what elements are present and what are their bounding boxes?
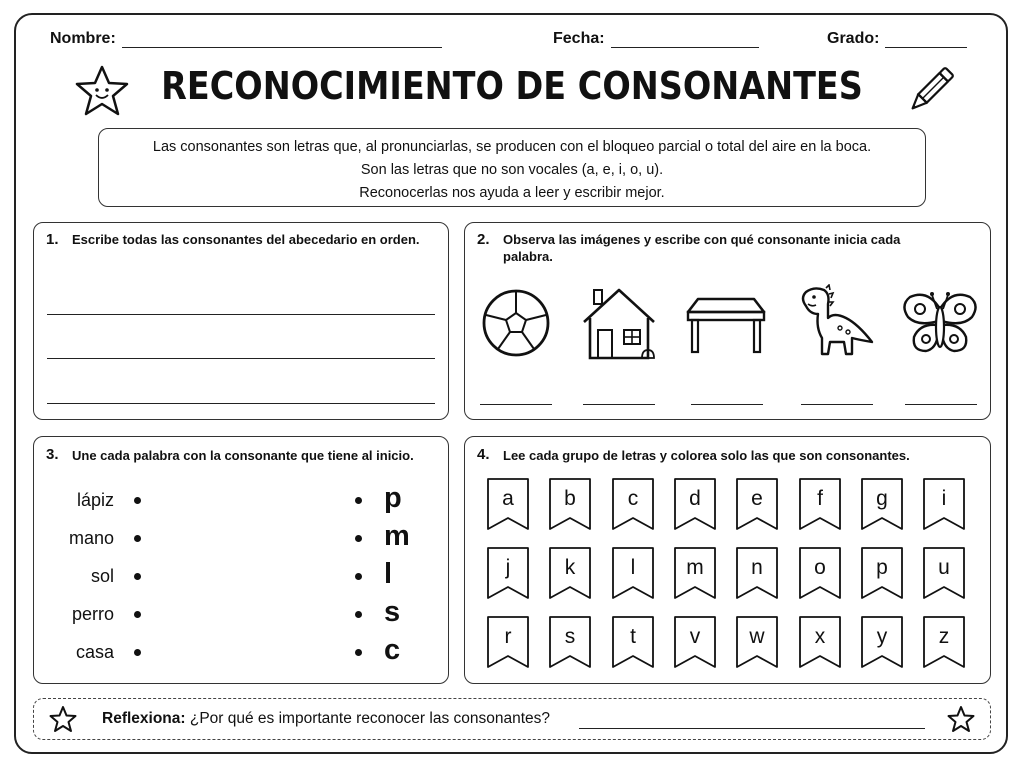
letter-flag[interactable] bbox=[674, 616, 716, 668]
letter-flag[interactable] bbox=[674, 478, 716, 530]
letter-flag[interactable] bbox=[923, 478, 965, 530]
exercise-1-box bbox=[33, 222, 449, 420]
exercise-3-instruction: Une cada palabra con la consonante que tiene al inicio. bbox=[72, 448, 414, 463]
match-word: lápiz bbox=[76, 490, 114, 510]
letter-flag[interactable] bbox=[861, 478, 903, 530]
flag-letter: u bbox=[938, 556, 950, 579]
flag-letter: v bbox=[689, 625, 701, 648]
exercise-4-number: 4. bbox=[477, 446, 490, 463]
flag-letter: t bbox=[630, 625, 636, 648]
flag-letter: r bbox=[504, 625, 512, 648]
house-icon bbox=[580, 284, 658, 360]
letter-flag[interactable] bbox=[736, 616, 778, 668]
match-word: sol bbox=[90, 566, 114, 586]
exercise-2-instruction: Observa las imágenes y escribe con qué consonante inicia cada palabra. bbox=[503, 232, 901, 264]
answer-line[interactable] bbox=[801, 404, 873, 405]
reflection-prompt bbox=[102, 710, 550, 728]
letter-flag[interactable] bbox=[612, 616, 654, 668]
flag-letter: j bbox=[505, 556, 511, 579]
grade-input-line[interactable] bbox=[885, 30, 967, 48]
exercise-2-number: 2. bbox=[477, 231, 490, 248]
writing-line[interactable] bbox=[47, 403, 435, 404]
reflection-label: Reflexiona: bbox=[102, 710, 186, 727]
flag-letter: o bbox=[814, 556, 826, 579]
match-consonant: l bbox=[384, 558, 393, 590]
date-input-line[interactable] bbox=[611, 30, 759, 48]
flag-letter: k bbox=[564, 556, 576, 579]
exercise-1-instruction: Escribe todas las consonantes del abecedario en orden. bbox=[72, 232, 420, 247]
page-title: RECONOCIMIENTO DE CONSONANTES bbox=[161, 64, 863, 108]
letter-flag[interactable] bbox=[923, 547, 965, 599]
flag-letter: i bbox=[941, 487, 947, 510]
match-consonant: m bbox=[384, 520, 410, 552]
reflection-question: ¿Por qué es importante reconocer las consonantes? bbox=[189, 710, 551, 727]
flag-letter: s bbox=[564, 625, 576, 648]
match-word: perro bbox=[71, 604, 114, 624]
ball-icon bbox=[480, 289, 552, 357]
match-dot-right[interactable] bbox=[355, 535, 362, 542]
flag-letter: d bbox=[689, 487, 701, 510]
name-field bbox=[50, 30, 442, 48]
exercise-4-box bbox=[464, 436, 991, 684]
match-dot-right[interactable] bbox=[355, 573, 362, 580]
flag-letter: w bbox=[749, 625, 765, 648]
match-word: casa bbox=[75, 642, 114, 662]
letter-flag[interactable] bbox=[549, 478, 591, 530]
flag-letter: x bbox=[814, 625, 826, 648]
flag-letter: g bbox=[876, 487, 888, 510]
match-consonant: p bbox=[384, 482, 402, 514]
grade-field bbox=[827, 30, 967, 48]
letter-flag[interactable] bbox=[549, 616, 591, 668]
match-word: mano bbox=[68, 528, 114, 548]
flag-letter: l bbox=[630, 556, 636, 579]
writing-line[interactable] bbox=[47, 358, 435, 359]
match-dot-left[interactable] bbox=[134, 649, 141, 656]
match-dot-right[interactable] bbox=[355, 649, 362, 656]
match-dot-left[interactable] bbox=[134, 573, 141, 580]
letter-flag[interactable] bbox=[487, 478, 529, 530]
letter-flag[interactable] bbox=[549, 547, 591, 599]
name-input-line[interactable] bbox=[122, 30, 442, 48]
letter-flag[interactable] bbox=[799, 547, 841, 599]
match-dot-left[interactable] bbox=[134, 611, 141, 618]
grade-label: Grado: bbox=[827, 30, 880, 47]
butterfly-icon bbox=[900, 287, 980, 357]
exercise-4-instruction: Lee cada grupo de letras y colorea solo las que son consonantes. bbox=[503, 448, 910, 463]
exercise-3-number: 3. bbox=[46, 446, 59, 463]
match-consonant: s bbox=[384, 596, 401, 628]
letter-flag[interactable] bbox=[736, 478, 778, 530]
letter-flag[interactable] bbox=[736, 547, 778, 599]
answer-line[interactable] bbox=[905, 404, 977, 405]
writing-line[interactable] bbox=[47, 314, 435, 315]
flag-letter: z bbox=[938, 625, 950, 648]
letter-flag[interactable] bbox=[861, 547, 903, 599]
match-dot-right[interactable] bbox=[355, 611, 362, 618]
flag-letter: b bbox=[564, 487, 576, 510]
star-icon bbox=[946, 705, 976, 733]
match-dot-right[interactable] bbox=[355, 497, 362, 504]
date-label: Fecha: bbox=[553, 30, 605, 47]
flag-letter: f bbox=[817, 487, 823, 510]
letter-flag[interactable] bbox=[487, 616, 529, 668]
star-icon bbox=[48, 705, 78, 733]
date-field bbox=[553, 30, 759, 48]
match-consonant: c bbox=[384, 634, 401, 666]
intro-line: Son las letras que no son vocales (a, e, i, o, u). bbox=[360, 162, 664, 178]
dinosaur-icon bbox=[796, 284, 876, 358]
flag-letter: m bbox=[686, 556, 704, 579]
match-dot-left[interactable] bbox=[134, 535, 141, 542]
flag-letter: e bbox=[751, 487, 763, 510]
letter-flag[interactable] bbox=[612, 547, 654, 599]
letter-flag[interactable] bbox=[923, 616, 965, 668]
intro-line: Las consonantes son letras que, al pronunciarlas, se producen con el bloqueo parcial o total del aire en la boca. bbox=[152, 139, 872, 155]
answer-line[interactable] bbox=[691, 404, 763, 405]
letter-flag[interactable] bbox=[799, 616, 841, 668]
letter-flag[interactable] bbox=[799, 478, 841, 530]
flag-letter: y bbox=[876, 625, 888, 648]
flag-letter: n bbox=[751, 556, 763, 579]
reflection-answer-line[interactable] bbox=[579, 728, 925, 729]
match-dot-left[interactable] bbox=[134, 497, 141, 504]
intro-box bbox=[98, 128, 926, 207]
flag-letter: c bbox=[627, 487, 639, 510]
intro-line: Reconocerlas nos ayuda a leer y escribir mejor. bbox=[359, 185, 665, 201]
flag-letter: p bbox=[876, 556, 888, 579]
letter-flag[interactable] bbox=[612, 478, 654, 530]
letter-flag[interactable] bbox=[487, 547, 529, 599]
letter-flag[interactable] bbox=[861, 616, 903, 668]
answer-line[interactable] bbox=[583, 404, 655, 405]
flag-letter: a bbox=[502, 487, 514, 510]
letter-flag[interactable] bbox=[674, 547, 716, 599]
table-icon bbox=[684, 296, 768, 356]
exercise-1-number: 1. bbox=[46, 231, 59, 248]
answer-line[interactable] bbox=[480, 404, 552, 405]
name-label: Nombre: bbox=[50, 30, 116, 47]
